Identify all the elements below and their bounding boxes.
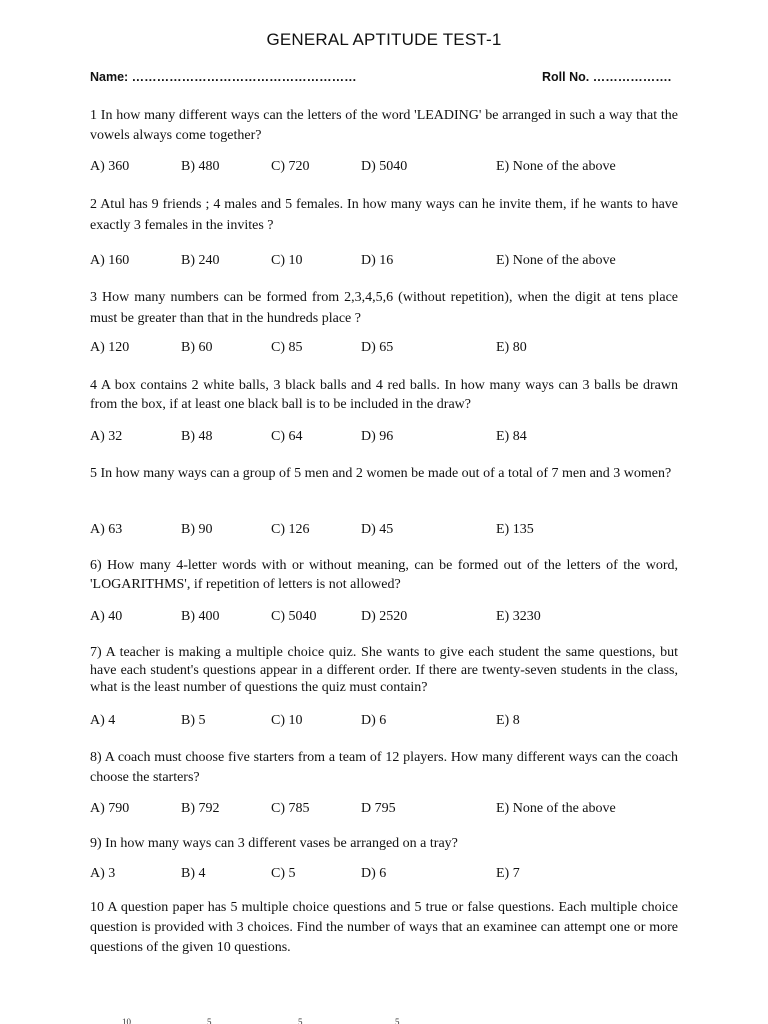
option-b: B) 4: [181, 866, 206, 881]
option-d: D) 65: [361, 340, 394, 355]
option-d: D 795: [361, 801, 396, 816]
option-b: B) 60: [181, 340, 213, 355]
options-row: [90, 609, 678, 629]
option-a: A) 790: [90, 801, 130, 816]
question-2: [90, 194, 678, 236]
option-a: A) 3: [90, 866, 116, 881]
option-b: B) 792: [181, 801, 220, 816]
question-text: 3 How many numbers can be formed from 2,3,4,5,6 (without repetition), when the digit at tens place must be greater than that in the hundreds place ?: [90, 290, 678, 326]
option-a: A) 32: [90, 429, 123, 444]
option-b: B) 48: [181, 429, 213, 444]
question-text: 10 A question paper has 5 multiple choice questions and 5 true or false questions. Each multiple choice question is provided with 3 choices. Find the number of ways that an examinee can attempt one or more questions of the given 10 questions.: [90, 900, 678, 955]
option-d: D) 6: [361, 713, 387, 728]
option-a: A) 360: [90, 159, 130, 174]
question-7: [90, 644, 678, 697]
options-row: [90, 340, 678, 360]
option-e: E) 135: [496, 522, 534, 537]
page-title: GENERAL APTITUDE TEST-1: [266, 30, 502, 49]
options-row: [90, 522, 678, 542]
question-text: 7) A teacher is making a multiple choice quiz. She wants to give each student the same questions, but have each student's questions appear in a different order. If there are twenty-seven students in the class, what is the least number of questions the quiz must contain?: [90, 645, 678, 695]
cutoff-mark: 5: [395, 1017, 400, 1024]
option-a: A) 160: [90, 253, 130, 268]
option-c: C) 5: [271, 866, 296, 881]
option-b: B) 90: [181, 522, 213, 537]
question-4: [90, 377, 678, 414]
option-b: B) 400: [181, 609, 220, 624]
cutoff-line: [90, 1017, 450, 1024]
option-d: D) 45: [361, 522, 394, 537]
option-c: C) 720: [271, 159, 310, 174]
option-e: E) 3230: [496, 609, 541, 624]
question-text: 4 A box contains 2 white balls, 3 black balls and 4 red balls. In how many ways can 3 balls be drawn from the box, if at least one black ball is to be included in the draw?: [90, 378, 678, 412]
option-d: D) 16: [361, 253, 394, 268]
question-text: 8) A coach must choose five starters from a team of 12 players. How many different ways can the coach choose the starters?: [90, 750, 678, 785]
options-row: [90, 429, 678, 449]
option-e: E) 7: [496, 866, 520, 881]
options-row: [90, 253, 678, 273]
option-c: C) 10: [271, 253, 303, 268]
options-row: [90, 713, 678, 733]
roll-number-field: Roll No. ……………….: [542, 70, 672, 84]
cutoff-mark: 5: [207, 1017, 212, 1024]
option-d: D) 5040: [361, 159, 408, 174]
option-d: D) 6: [361, 866, 387, 881]
options-row: [90, 866, 678, 886]
option-b: B) 5: [181, 713, 206, 728]
option-e: E) None of the above: [496, 159, 616, 174]
question-6: [90, 557, 678, 594]
option-e: E) 84: [496, 429, 527, 444]
question-5: [90, 464, 678, 485]
option-c: C) 64: [271, 429, 303, 444]
option-d: D) 96: [361, 429, 394, 444]
question-text: 5 In how many ways can a group of 5 men and 2 women be made out of a total of 7 men and 3 women?: [90, 466, 672, 481]
option-c: C) 85: [271, 340, 303, 355]
options-row: [90, 159, 678, 179]
question-text: 2 Atul has 9 friends ; 4 males and 5 females. In how many ways can he invite them, if he wants to have exactly 3 females in the invites ?: [90, 197, 678, 233]
cutoff-mark: 5: [298, 1017, 303, 1024]
option-e: E) None of the above: [496, 253, 616, 268]
option-a: A) 63: [90, 522, 123, 537]
option-c: C) 5040: [271, 609, 317, 624]
question-text: 6) How many 4-letter words with or without meaning, can be formed out of the letters of the word, 'LOGARITHMS', if repetition of letters is not allowed?: [90, 558, 678, 592]
option-c: C) 126: [271, 522, 310, 537]
options-row: [90, 801, 678, 821]
option-a: A) 4: [90, 713, 116, 728]
option-e: E) 80: [496, 340, 527, 355]
option-a: A) 120: [90, 340, 130, 355]
question-10: [90, 898, 678, 958]
question-3: [90, 288, 678, 329]
question-1: [90, 106, 678, 145]
option-c: C) 785: [271, 801, 310, 816]
question-8: [90, 748, 678, 788]
cutoff-mark: 10: [122, 1017, 131, 1024]
option-a: A) 40: [90, 609, 123, 624]
question-text: 1 In how many different ways can the letters of the word 'LEADING' be arranged in such a way that the vowels always come together?: [90, 108, 678, 143]
option-c: C) 10: [271, 713, 303, 728]
question-text: 9) In how many ways can 3 different vases be arranged on a tray?: [90, 836, 458, 851]
option-b: B) 480: [181, 159, 220, 174]
option-e: E) None of the above: [496, 801, 616, 816]
question-9: [90, 834, 678, 854]
option-d: D) 2520: [361, 609, 408, 624]
name-field: Name: ………………………………………………: [90, 70, 357, 84]
option-e: E) 8: [496, 713, 520, 728]
option-b: B) 240: [181, 253, 220, 268]
